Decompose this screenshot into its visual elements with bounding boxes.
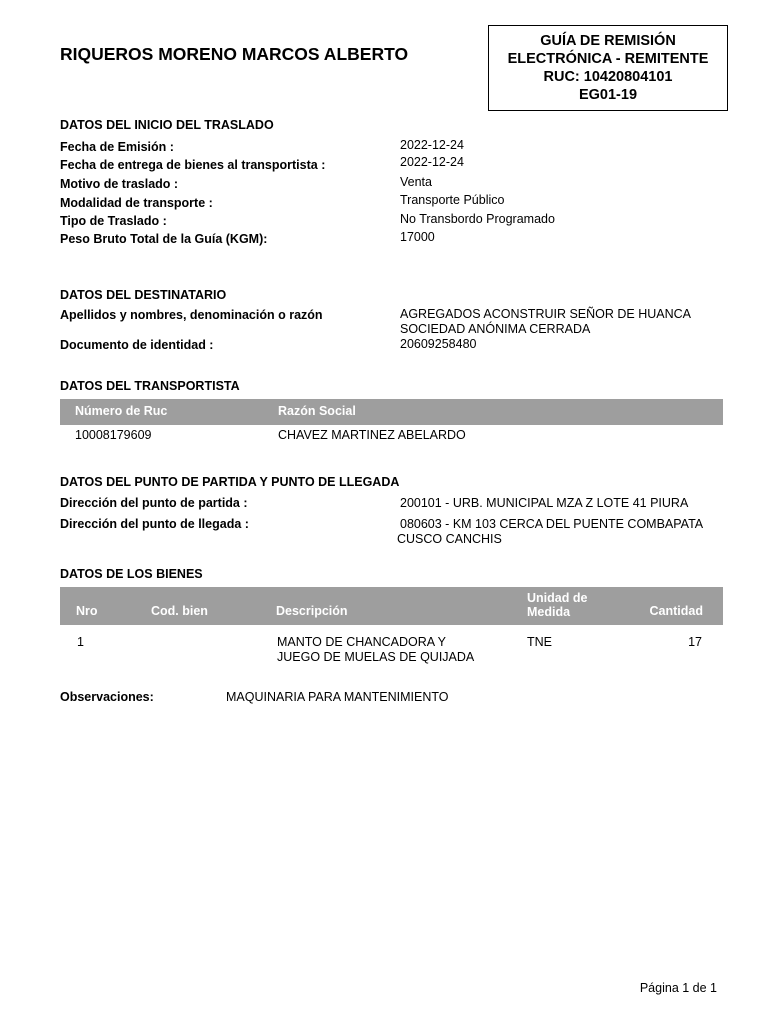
field-label-destinatario-nombre: Apellidos y nombres, denominación o razón <box>60 308 323 322</box>
document-type-box <box>488 25 728 111</box>
table-row <box>60 635 723 669</box>
field-label-fecha-emision: Fecha de Emisión : <box>60 140 174 154</box>
company-name: RIQUEROS MORENO MARCOS ALBERTO <box>60 44 409 64</box>
bien-nro: 1 <box>77 635 84 649</box>
field-label-tipo-traslado: Tipo de Traslado : <box>60 214 167 228</box>
col-header-unidad <box>527 591 587 619</box>
col-header-descripcion: Descripción <box>276 604 348 618</box>
field-label-modalidad: Modalidad de transporte : <box>60 196 213 210</box>
doc-number: EG01-19 <box>578 87 638 103</box>
field-label-llegada: Dirección del punto de llegada : <box>60 517 249 531</box>
field-value-destinatario-nombre <box>400 307 691 337</box>
page-number: Página 1 de 1 <box>639 981 717 995</box>
transportista-table-header <box>60 399 723 425</box>
section-title-bienes: DATOS DE LOS BIENES <box>60 567 203 581</box>
col-header-cod-bien: Cod. bien <box>151 604 208 618</box>
bien-descripcion-line1: MANTO DE CHANCADORA Y <box>277 635 447 649</box>
col-header-cantidad: Cantidad <box>649 604 703 618</box>
col-header-nro: Nro <box>76 604 98 618</box>
bien-descripcion-line2: JUEGO DE MUELAS DE QUIJADA <box>277 650 475 664</box>
section-title-destinatario: DATOS DEL DESTINATARIO <box>60 288 227 302</box>
field-label-peso: Peso Bruto Total de la Guía (KGM): <box>60 232 268 246</box>
field-value-motivo: Venta <box>400 175 432 189</box>
bien-unidad: TNE <box>527 635 552 649</box>
doc-type-line1: GUÍA DE REMISIÓN <box>540 33 676 49</box>
transportista-ruc: 10008179609 <box>75 428 152 442</box>
field-label-fecha-entrega: Fecha de entrega de bienes al transportista : <box>60 158 326 172</box>
llegada-line2: CUSCO CANCHIS <box>397 532 502 546</box>
field-value-documento-identidad: 20609258480 <box>400 337 477 351</box>
field-label-partida: Dirección del punto de partida : <box>60 496 248 510</box>
col-header-unidad-line1: Unidad de <box>527 591 588 605</box>
destinatario-nombre-line1: AGREGADOS ACONSTRUIR SEÑOR DE HUANCA <box>400 307 692 321</box>
field-label-motivo: Motivo de traslado : <box>60 177 179 191</box>
doc-type-line2: ELECTRÓNICA - REMITENTE <box>507 51 709 67</box>
destinatario-nombre-line2: SOCIEDAD ANÓNIMA CERRADA <box>400 322 591 336</box>
section-title-puntos: DATOS DEL PUNTO DE PARTIDA Y PUNTO DE LLEGADA <box>60 475 400 489</box>
field-value-modalidad: Transporte Público <box>400 193 505 207</box>
bien-descripcion <box>277 635 474 665</box>
field-value-peso: 17000 <box>400 230 435 244</box>
col-header-razon-social: Razón Social <box>278 404 356 418</box>
bienes-table-header <box>60 587 723 625</box>
bien-cantidad: 17 <box>688 635 702 649</box>
field-value-fecha-emision: 2022-12-24 <box>400 138 464 152</box>
field-value-llegada <box>397 517 703 547</box>
doc-ruc: RUC: 10420804101 <box>543 69 673 85</box>
col-header-unidad-line2: Medida <box>527 605 571 619</box>
llegada-line1: 080603 - KM 103 CERCA DEL PUENTE COMBAPATA <box>400 517 704 531</box>
field-value-tipo-traslado: No Transbordo Programado <box>400 212 555 226</box>
field-value-fecha-entrega: 2022-12-24 <box>400 155 464 169</box>
field-value-partida: 200101 - URB. MUNICIPAL MZA Z LOTE 41 PIURA <box>400 496 689 510</box>
observaciones-label: Observaciones: <box>60 690 154 704</box>
section-title-transportista: DATOS DEL TRANSPORTISTA <box>60 379 240 393</box>
transportista-razon-social: CHAVEZ MARTINEZ ABELARDO <box>278 428 466 442</box>
col-header-ruc: Número de Ruc <box>75 404 168 418</box>
field-label-documento-identidad: Documento de identidad : <box>60 338 214 352</box>
section-title-inicio: DATOS DEL INICIO DEL TRASLADO <box>60 118 274 132</box>
observaciones-value: MAQUINARIA PARA MANTENIMIENTO <box>226 690 449 704</box>
